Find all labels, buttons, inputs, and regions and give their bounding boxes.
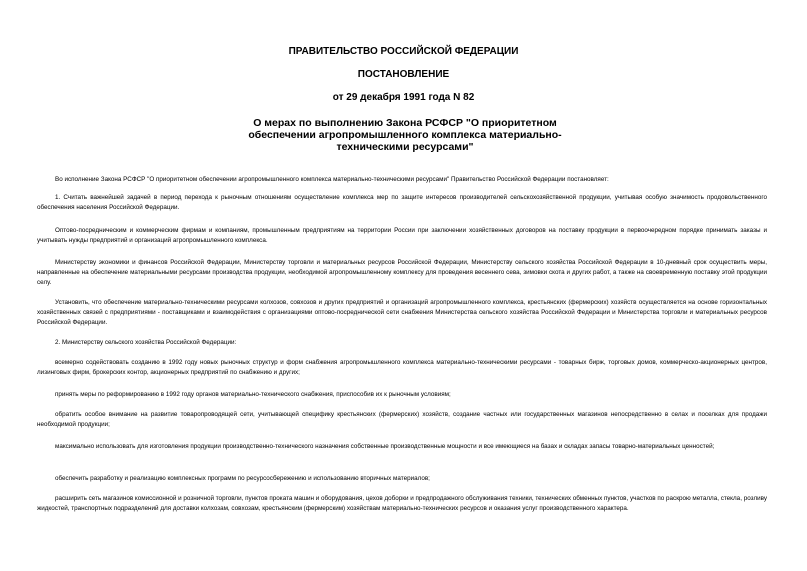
paragraph-item-2: 2. Министерству сельского хозяйства Российской Федерации: [55, 339, 237, 346]
date-number-heading: от 29 декабря 1991 года N 82 [332, 92, 475, 103]
paragraph-retail-network: расширить сеть магазинов комиссионной и розничной торговли, пунктов проката машин и оборудования, цехов доборки и предпродажного обслуживания техники, технических обменных пунктов, участков по раскрою металла, стекла, розливу жидкостей, транспортных подразделений для доставки колхозам, совхозам, крестьянским (фермерским) хозяйствам материально-технических ресурсов и оказания услуг производственного характера. [37, 495, 767, 512]
paragraph-programs: обеспечить разработку и реализацию комплексных программ по ресурсосбережению и использованию вторичных материалов; [55, 475, 430, 482]
paragraph-ministries: Министерству экономики и финансов Российской Федерации, Министерству торговли и материальных ресурсов Российской Федерации, Министерству сельского хозяйства Российской Федерации в 10-дневный срок осуществить меры, направленные на обеспечение материальными ресурсами производства продукции, необходимой агропромышленному комплексу для проведения весеннего сева, зимовки скота и других работ, а также на своевременную поставку этой продукции селу. [37, 259, 767, 286]
paragraph-reform: принять меры по реформированию в 1992 году органов материально-технического снабжения, приспособив их к рыночным условиям; [55, 391, 451, 398]
document-type-heading: ПОСТАНОВЛЕНИЕ [357, 69, 450, 80]
paragraph-capacities: максимально использовать для изготовления продукции производственно-технического назначения собственные производственные мощности и все имеющиеся на базах и складах запасы товарно-материальных ценностей; [55, 443, 715, 450]
paragraph-market-structures: всемерно содействовать созданию в 1992 году новых рыночных структур и форм снабжения агропромышленного комплекса материально-техническими ресурсами - товарных бирж, торговых домов, коммерческо-акционерных центров, лизинговых фирм, брокерских контор, акционерных предприятий по снабжению и других; [37, 359, 767, 376]
paragraph-distribution: обратить особое внимание на развитие товаропроводящей сети, учитывающей специфику крестьянских (фермерских) хозяйств, создание частных или государственных магазинов непосредственно в селах и поселках для продажи необходимой продукции; [37, 411, 767, 428]
issuer-heading: ПРАВИТЕЛЬСТВО РОССИЙСКОЙ ФЕДЕРАЦИИ [288, 46, 519, 57]
document-title: О мерах по выполнению Закона РСФСР "О приоритетном обеспечении агропромышленного комплекса материально-техническими ресурсами" [248, 117, 562, 153]
paragraph-establish: Установить, что обеспечение материально-техническими ресурсами колхозов, совхозов и других предприятий и организаций агропромышленного комплекса, крестьянских (фермерских) хозяйств осуществляется на основе горизонтальных хозяйственных связей с предприятиями - поставщиками и взаимодействия с организациями оптово-посреднической сети снабжения Министерства сельского хозяйства Российской Федерации и Министерства торговли и материальных ресурсов Российской Федерации. [37, 299, 767, 326]
paragraph-wholesale: Оптово-посредническим и коммерческим фирмам и компаниям, промышленным предприятиям на территории России при заключении хозяйственных договоров на поставку продукции в первоочередном порядке принимать заказы и учитывать нужды предприятий и организаций агропромышленного комплекса. [37, 227, 767, 244]
paragraph-preamble: Во исполнение Закона РСФСР "О приоритетном обеспечении агропромышленного комплекса материально-техническими ресурсами" Правительство Российской Федерации постановляет: [55, 176, 609, 183]
paragraph-item-1: 1. Считать важнейшей задачей в период перехода к рыночным отношениям осуществление комплекса мер по защите интересов производителей сельскохозяйственной продукции, учитывая особую значимость продовольственного обеспечения населения Российской Федерации. [37, 194, 767, 211]
